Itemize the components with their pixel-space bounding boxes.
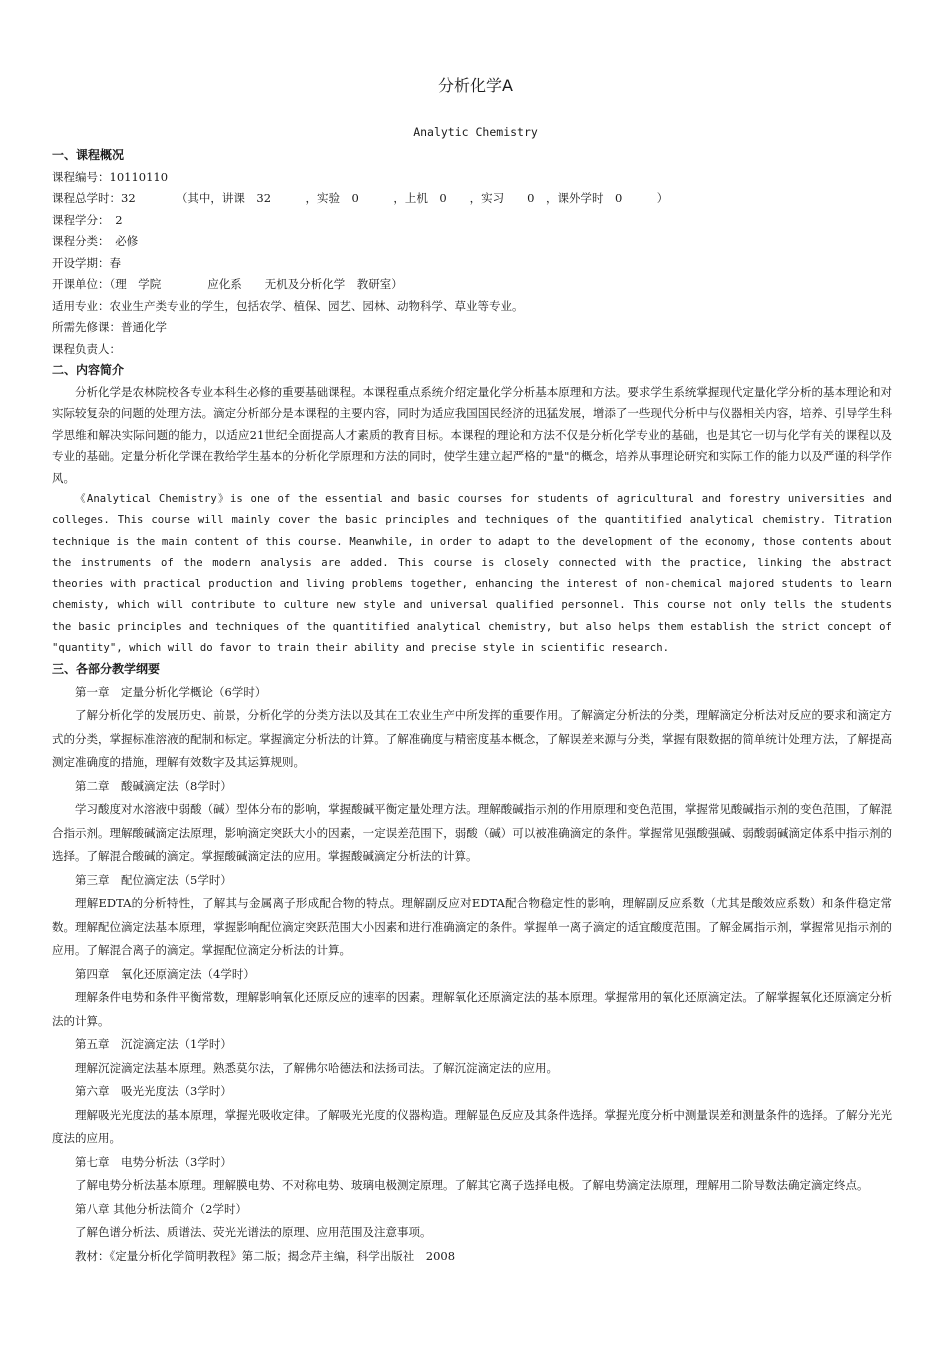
applicable-majors: 适用专业：农业生产类专业的学生，包括农学、植保、园艺、园林、动物科学、草业等专业。 [52,298,524,313]
chapter-title: 第八章 其他分析法简介（2学时） [75,1201,247,1216]
chapter-title: 第二章 酸碱滴定法（8学时） [75,778,232,793]
course-category: 课程分类： 必修 [52,234,139,248]
syllabus-heading: 三、各部分教学纲要 [52,662,161,677]
course-term: 开设学期：春 [52,255,121,270]
document-body [52,145,892,1268]
chapter-2 [52,775,892,869]
course-responsible: 课程负责人： [52,341,121,356]
textbook-line: 教材：《定量分析化学简明教程》第二版；揭念芹主编，科学出版社 2008 [75,1248,456,1263]
chapter-7 [52,1151,892,1198]
chapter-3 [52,869,892,963]
document-subtitle: Analytic Chemistry [413,125,538,139]
chapter-title: 第三章 配位滴定法（5学时） [75,872,232,887]
chapter-8 [52,1198,892,1245]
chapter-body: 了解电势分析法基本原理。理解膜电势、不对称电势、玻璃电极测定原理。了解其它离子选择电极。了解电势滴定法原理，理解用二阶导数法确定滴定终点。 [75,1178,869,1193]
total-hours: 课程总学时：32 （其中，讲课 32 ，实验 0 ，上机 0 ，实习 0 ，课外学时 0 ） [52,191,669,205]
overview-heading: 一、课程概况 [52,148,125,162]
intro-english-paragraph: 《Analytical Chemistry》is one of the essential and basic courses for students of agricultural and forestry universities and colleges. This course will mainly cover the basic principles and techniques of the quantitified analytical chemistry. Titration technique is the main content of this course. Meanwhile, in order to adapt to the development of the economy, those contents about the instruments of the modern analysis are added. This course is closely connected with the practice, linking the abstract theories with practical production and living problems together, enhancing the interest of non-chemical majored students to learn chemisty, which will contribute to culture new style and universal qualified personnel. This course not only tells the students the basic principles and techniques of the quantitified analytical chemistry, but also helps them establish the strict concept of "quantity", which will do favor to train their ability and precise style in scientific research. [52,493,892,655]
course-unit: 开课单位：（理 学院 应化系 无机及分析化学 教研室） [52,277,403,291]
chapter-6 [52,1080,892,1151]
chapter-1 [52,681,892,775]
course-code: 课程编号：10110110 [52,169,169,184]
chapter-title: 第七章 电势分析法（3学时） [75,1154,232,1169]
intro-heading: 二、内容简介 [52,363,125,377]
intro-chinese-paragraph: 分析化学是农林院校各专业本科生必修的重要基础课程。本课程重点系统介绍定量化学分析基本原理和方法。要求学生系统掌握现代定量化学分析的基本理论和对实际较复杂的问题的处理方法。滴定分析部分是本课程的主要内容，同时为适应我国国民经济的迅猛发展，增添了一些现代分析中与仪器相关内容，培养、引导学生科学思维和解决实际问题的能力，以适应21世纪全面提高人才素质的教育目标。本课程的理论和方法不仅是分析化学专业的基础，也是其它一切与化学有关的课程以及专业的基础。定量分析化学课在教给学生基本的分析化学原理和方法的同时，使学生建立起严格的"量"的概念，培养从事理论研究和实际工作的能力以及严谨的科学作风。 [52,384,892,485]
chapter-title: 第四章 氧化还原滴定法（4学时） [75,966,255,981]
chapter-5 [52,1033,892,1080]
chapter-4 [52,963,892,1034]
chapter-body: 了解分析化学的发展历史、前景，分析化学的分类方法以及其在工农业生产中所发挥的重要作用。了解滴定分析法的分类，理解滴定分析法对反应的要求和滴定方式的分类，掌握标准溶液的配制和标定。掌握滴定分析法的计算。了解准确度与精密度基本概念，了解误差来源与分类，掌握有限数据的简单统计处理方法，了解提高测定准确度的措施，理解有效数字及其运算规则。 [52,708,892,770]
chapter-body: 理解沉淀滴定法基本原理。熟悉莫尔法，了解佛尔哈德法和法扬司法。了解沉淀滴定法的应用。 [75,1060,558,1075]
chapter-body: 理解吸光光度法的基本原理，掌握光吸收定律。了解吸光光度的仪器构造。理解显色反应及其条件选择。掌握光度分析中测量误差和测量条件的选择。了解分光光度法的应用。 [52,1107,892,1146]
prerequisite-course: 所需先修课：普通化学 [52,320,167,334]
course-credits: 课程学分： 2 [52,212,123,227]
chapter-body: 学习酸度对水溶液中弱酸（碱）型体分布的影响，掌握酸碱平衡定量处理方法。理解酸碱指示剂的作用原理和变色范围，掌握常见酸碱指示剂的变色范围，了解混合指示剂。理解酸碱滴定法原理，影响滴定突跃大小的因素，一定误差范围下，弱酸（碱）可以被准确滴定的条件。掌握常见强酸强碱、弱酸弱碱滴定体系中指示剂的选择。了解混合酸碱的滴定。掌握酸碱滴定法的应用。掌握酸碱滴定分析法的计算。 [52,802,892,864]
chapter-title: 第一章 定量分析化学概论（6学时） [75,684,267,699]
document-title: 分析化学A [438,76,513,95]
chapter-title: 第六章 吸光光度法（3学时） [75,1084,232,1099]
chapter-body: 了解色谱分析法、质谱法、荧光光谱法的原理、应用范围及注意事项。 [75,1225,432,1240]
chapter-body: 理解EDTA的分析特性，了解其与金属离子形成配合物的特点。理解副反应对EDTA配合物稳定性的影响，理解副反应系数（尤其是酸效应系数）和条件稳定常数。理解配位滴定法基本原理，掌握影响配位滴定突跃范围大小因素和进行准确滴定的条件。掌握单一离子滴定的适宜酸度范围。了解金属指示剂，掌握常见指示剂的应用。了解混合离子的滴定。掌握配位滴定分析法的计算。 [52,896,892,958]
chapter-body: 理解条件电势和条件平衡常数，理解影响氧化还原反应的速率的因素。理解氧化还原滴定法的基本原理。掌握常用的氧化还原滴定法。了解掌握氧化还原滴定分析法的计算。 [52,990,892,1028]
chapter-title: 第五章 沉淀滴定法（1学时） [75,1037,232,1052]
